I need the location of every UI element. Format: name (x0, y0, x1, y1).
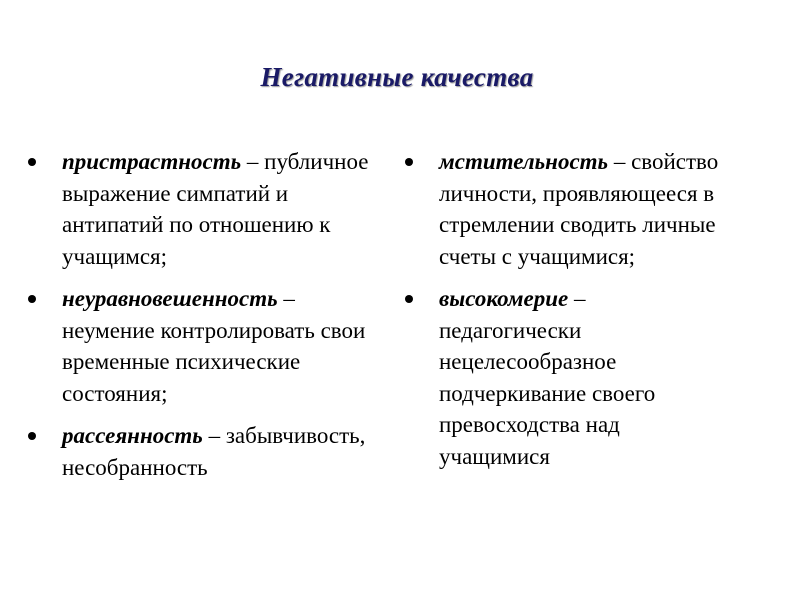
right-column-list (405, 146, 725, 483)
bullet-icon (405, 158, 413, 166)
definition-text: забывчивость, несобранность (62, 423, 366, 480)
definition-text: публичное выражение симпатий и антипатий по отношению к учащимся; (62, 149, 369, 269)
term-label: пристрастность (62, 149, 242, 174)
list-item-partiality (28, 146, 378, 272)
left-column-list (28, 146, 378, 494)
bullet-icon (28, 432, 36, 440)
definition-text: неумение контролировать свои временные психические состояния; (62, 317, 366, 406)
dash-separator: – (568, 286, 586, 311)
dash-separator: – (277, 286, 295, 311)
dash-separator: – (202, 423, 226, 448)
bullet-icon (28, 295, 36, 303)
definition-text: свойство личности, проявляющееся в стремлении сводить личные счеты с учащимися; (439, 149, 719, 269)
definition-text: педагогически нецелесообразное подчеркивание своего превосходства над учащимися (439, 317, 656, 469)
bullet-icon (405, 295, 413, 303)
dash-separator: – (608, 149, 632, 174)
term-label: рассеянность (62, 423, 203, 448)
dash-separator: – (241, 149, 265, 174)
term-label: мстительность (439, 149, 609, 174)
list-item-imbalance (28, 283, 378, 409)
term-label: неуравновешенность (62, 286, 278, 311)
list-item-arrogance (405, 283, 725, 472)
slide-title: Негативные качества (260, 62, 534, 92)
list-item-vindictiveness (405, 146, 725, 272)
term-label: высокомерие (439, 286, 569, 311)
bullet-icon (28, 158, 36, 166)
list-item-absent-mindedness (28, 420, 378, 483)
